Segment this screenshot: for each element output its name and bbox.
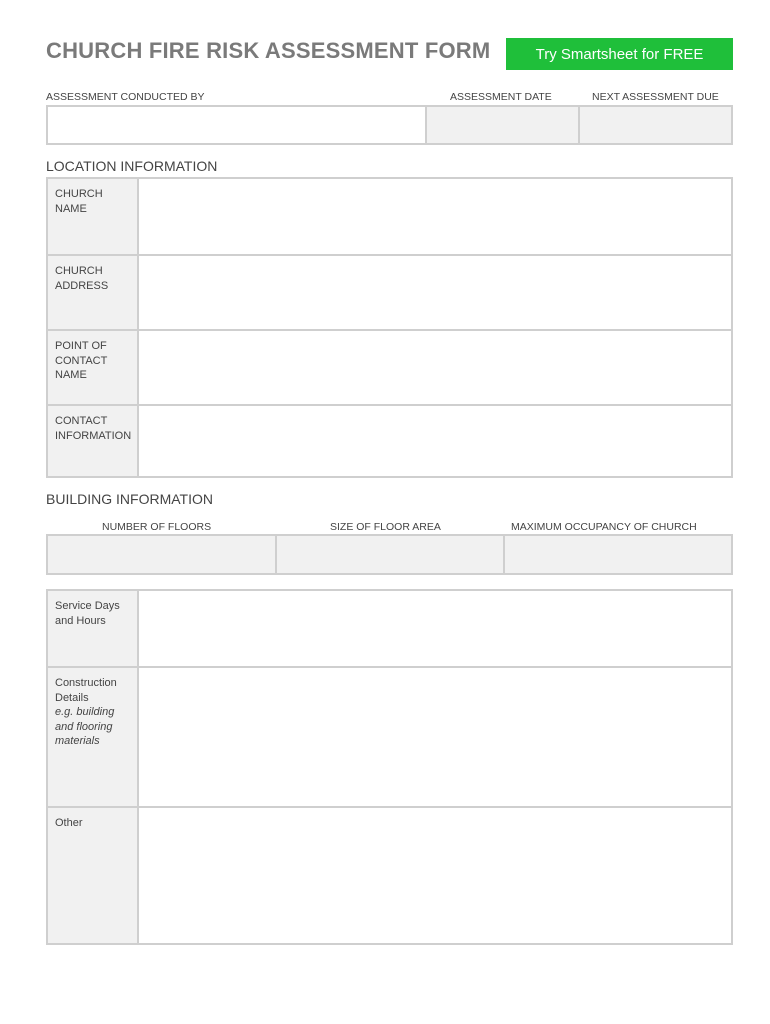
construction-details-label bbox=[48, 668, 139, 806]
label-line: Other bbox=[55, 817, 83, 829]
details-row-construction bbox=[48, 666, 731, 806]
label-line: Construction bbox=[55, 677, 117, 689]
maximum-occupancy-field[interactable] bbox=[503, 534, 733, 575]
other-input[interactable] bbox=[139, 808, 731, 943]
building-section-title: BUILDING INFORMATION bbox=[46, 491, 213, 507]
construction-details-input[interactable] bbox=[139, 668, 731, 806]
label-line: INFORMATION bbox=[55, 429, 132, 442]
label-hint-line: materials bbox=[55, 735, 100, 747]
next-assessment-due-label: NEXT ASSESSMENT DUE bbox=[592, 91, 719, 103]
label-line: Details bbox=[55, 691, 89, 704]
location-row-contact-name bbox=[48, 329, 731, 404]
location-row-church-address bbox=[48, 254, 731, 329]
assessment-date-label: ASSESSMENT DATE bbox=[450, 91, 552, 103]
service-days-input[interactable] bbox=[139, 591, 731, 666]
label-line: CHURCH bbox=[55, 265, 103, 277]
church-address-label bbox=[48, 256, 139, 329]
label-line: Service Days bbox=[55, 600, 120, 612]
next-assessment-due-field[interactable] bbox=[578, 105, 733, 145]
label-line: NAME bbox=[55, 369, 87, 381]
assessment-conducted-by-label: ASSESSMENT CONDUCTED BY bbox=[46, 91, 205, 103]
form-title: CHURCH FIRE RISK ASSESSMENT FORM bbox=[46, 38, 491, 63]
floor-area-field[interactable] bbox=[275, 534, 505, 575]
church-address-input[interactable] bbox=[139, 256, 731, 329]
contact-name-label bbox=[48, 331, 139, 404]
church-name-input[interactable] bbox=[139, 179, 731, 254]
number-of-floors-field[interactable] bbox=[46, 534, 277, 575]
label-line: ADDRESS bbox=[55, 279, 109, 292]
location-row-church-name bbox=[48, 179, 731, 254]
label-line: CONTACT bbox=[55, 415, 108, 427]
details-row-other bbox=[48, 806, 731, 943]
contact-information-label bbox=[48, 406, 139, 476]
label-line: CONTACT bbox=[55, 354, 108, 367]
location-table bbox=[46, 177, 733, 478]
maximum-occupancy-label: MAXIMUM OCCUPANCY OF CHURCH bbox=[511, 521, 697, 533]
location-section-title: LOCATION INFORMATION bbox=[46, 158, 218, 174]
service-days-label bbox=[48, 591, 139, 666]
church-name-label bbox=[48, 179, 139, 254]
number-of-floors-label: NUMBER OF FLOORS bbox=[102, 521, 212, 533]
location-row-contact-information bbox=[48, 404, 731, 476]
label-line: NAME bbox=[55, 202, 87, 215]
label-line: POINT OF bbox=[55, 340, 107, 352]
assessment-date-field[interactable] bbox=[425, 105, 580, 145]
floor-area-label: SIZE OF FLOOR AREA bbox=[330, 521, 441, 533]
contact-information-input[interactable] bbox=[139, 406, 731, 476]
label-line: and Hours bbox=[55, 614, 106, 627]
contact-name-input[interactable] bbox=[139, 331, 731, 404]
other-label bbox=[48, 808, 139, 943]
details-row-service-days bbox=[48, 591, 731, 666]
try-smartsheet-button[interactable]: Try Smartsheet for FREE bbox=[506, 38, 733, 70]
details-table bbox=[46, 589, 733, 945]
label-hint-line: and flooring bbox=[55, 720, 113, 733]
assessment-conducted-by-field[interactable] bbox=[46, 105, 427, 145]
label-line: CHURCH bbox=[55, 188, 103, 200]
label-hint-line: e.g. building bbox=[55, 706, 115, 718]
